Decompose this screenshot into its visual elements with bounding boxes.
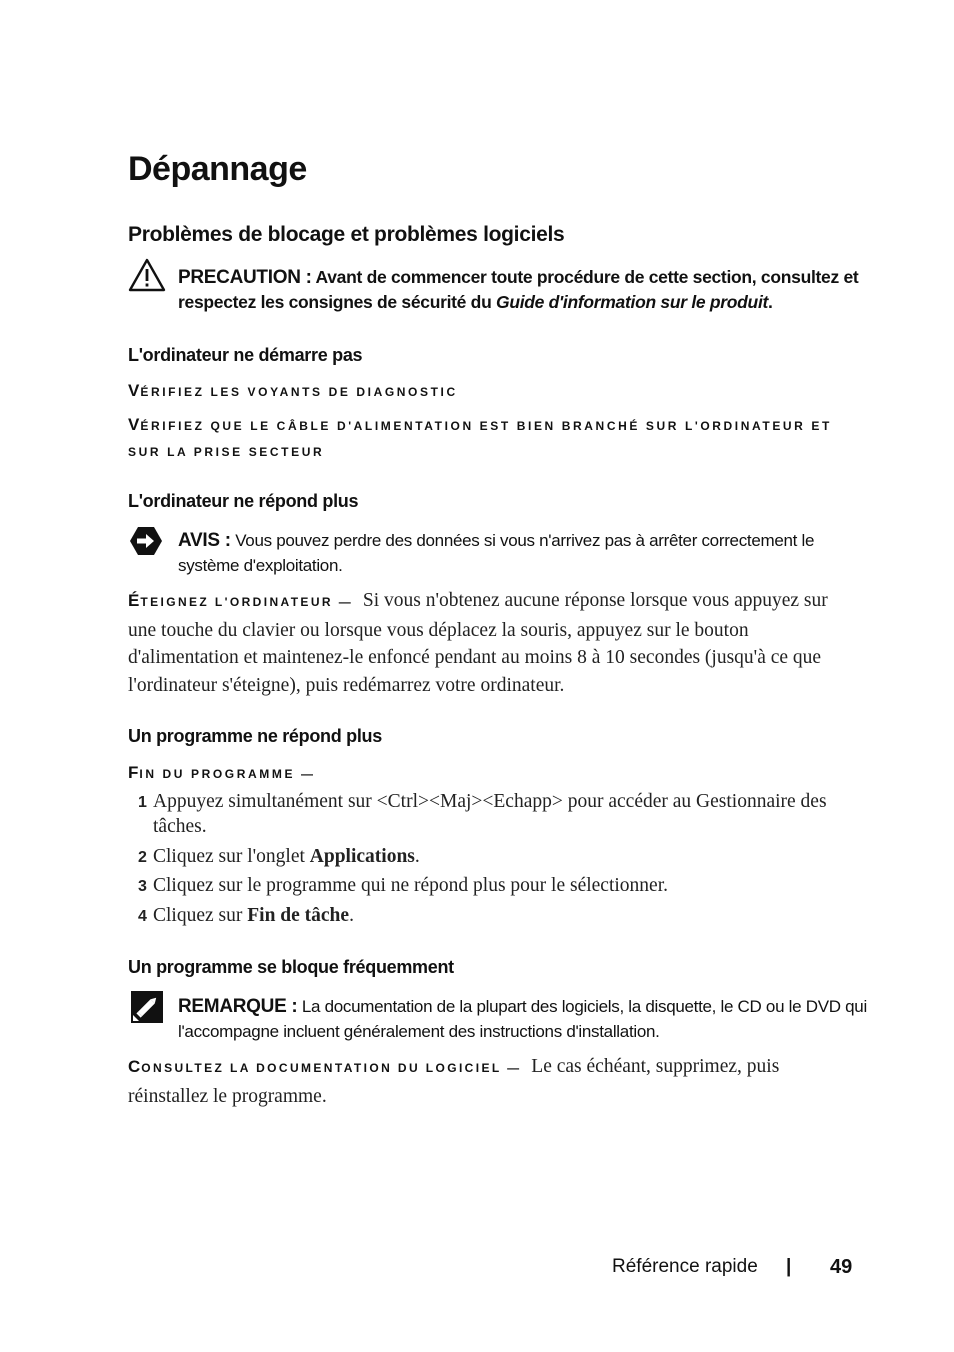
precaution-text: Avant de commencer toute procédure de cette section, consultez et respectez les consignes de sécurité du — [178, 267, 859, 312]
end-program-rest: IN DU PROGRAMME — — [139, 767, 316, 781]
check2-rest: ÉRIFIEZ QUE LE CÂBLE D'ALIMENTATION EST BIEN BRANCHÉ SUR L'ORDINATEUR ET SUR LA PRISE SECTEUR — [128, 419, 832, 459]
step-number: 4 — [138, 908, 147, 925]
check-power-cable — [128, 412, 858, 465]
shutdown-paragraph — [128, 587, 854, 699]
step-text — [153, 844, 853, 869]
step-number: 3 — [138, 878, 147, 895]
check-diagnostic-lights — [128, 378, 858, 405]
footer-separator: | — [786, 1256, 792, 1277]
precaution-guide-ref: Guide d'information sur le produit — [496, 292, 769, 312]
shutdown-body: Si vous n'obtenez aucune réponse lorsque vous appuyez sur une touche du clavier ou lorsque vous déplacez la souris, appuyez sur le bouton d'alimentation et maintenez-le enfoncé pendant au moins 8 à 10 secondes (jusqu'à ce que l'ordinateur s'éteigne), puis redémarrez votre ordinateur. — [128, 590, 828, 696]
remarque-text: La documentation de la plupart des logiciels, la disquette, le CD ou le DVD qui l'accompagne incluent généralement des instructions d'installation. — [178, 997, 867, 1041]
avis-text: Vous pouvez perdre des données si vous n'arrivez pas à arrêter correctement le système d'exploitation. — [178, 531, 815, 575]
consult-docs-body: Le cas échéant, supprimez, puis réinstallez le programme. — [128, 1056, 780, 1107]
shutdown-initial: É — [128, 591, 141, 610]
shutdown-runin — [128, 593, 353, 609]
heading-no-response: L'ordinateur ne répond plus — [128, 491, 359, 511]
applications-tab-ref: Applications — [309, 846, 415, 867]
footer-label: Référence rapide — [612, 1256, 758, 1277]
consult-docs-runin — [128, 1059, 522, 1075]
heading-program-no-response: Un programme ne répond plus — [128, 726, 382, 746]
end-program-runin — [128, 760, 858, 787]
step-text: Appuyez simultanément sur <Ctrl><Maj><Echapp> pour accéder au Gestionnaire des tâches. — [153, 791, 827, 837]
notice-arrow-icon — [129, 526, 163, 556]
avis-note — [178, 528, 868, 578]
end-program-initial: F — [128, 763, 140, 782]
check2-initial: V — [128, 415, 141, 434]
warning-triangle-icon — [128, 258, 166, 292]
consult-initial: C — [128, 1057, 142, 1076]
precaution-label: PRECAUTION : — [178, 267, 312, 288]
avis-label: AVIS : — [178, 530, 231, 551]
step-text-pre: Cliquez sur — [153, 905, 248, 926]
page-number: 49 — [830, 1256, 853, 1278]
step-text-pre: Cliquez sur l'onglet — [153, 846, 310, 867]
remarque-note — [178, 994, 868, 1044]
step-number: 1 — [138, 794, 147, 811]
section-title: Problèmes de blocage et problèmes logiciels — [128, 223, 565, 246]
step-text-post: . — [414, 846, 420, 867]
page-title: Dépannage — [128, 150, 307, 188]
heading-no-start: L'ordinateur ne démarre pas — [128, 345, 363, 365]
check1-rest: ÉRIFIEZ LES VOYANTS DE DIAGNOSTIC — [140, 385, 458, 399]
consult-docs-paragraph — [128, 1053, 854, 1110]
note-pencil-icon — [131, 991, 163, 1023]
shutdown-rest: TEIGNEZ L'ORDINATEUR — — [140, 595, 354, 609]
step-text-post: . — [349, 905, 354, 926]
step-text: Cliquez sur le programme qui ne répond plus pour le sélectionner. — [153, 875, 668, 896]
heading-program-crash: Un programme se bloque fréquemment — [128, 957, 454, 977]
step-number: 2 — [138, 849, 147, 866]
step-text — [153, 903, 853, 928]
check1-initial: V — [128, 381, 141, 400]
precaution-end: . — [768, 292, 773, 312]
remarque-label: REMARQUE : — [178, 996, 298, 1017]
precaution-note — [178, 265, 868, 315]
consult-rest: ONSULTEZ LA DOCUMENTATION DU LOGICIEL — — [141, 1061, 522, 1075]
end-task-button-ref: Fin de tâche — [247, 905, 350, 926]
